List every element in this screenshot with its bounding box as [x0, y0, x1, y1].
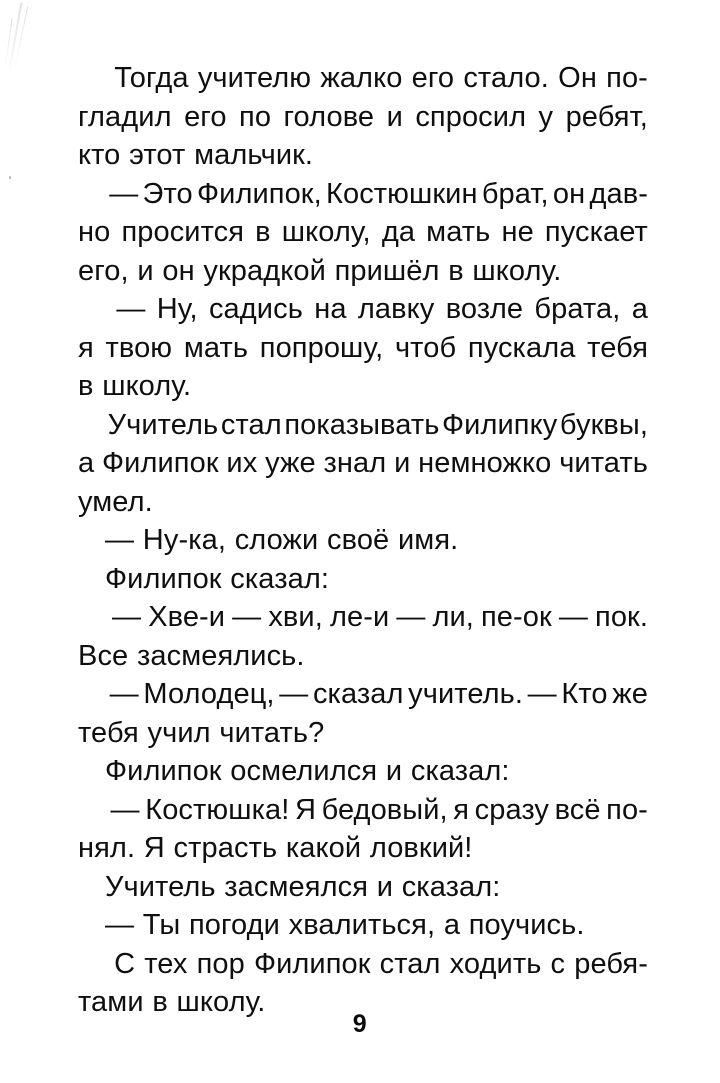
- text-line: [78, 175, 648, 214]
- word: и: [376, 870, 394, 903]
- text-line: [78, 483, 648, 522]
- paper-curl-streak: [15, 7, 29, 66]
- word: учил: [147, 716, 211, 749]
- word: Учитель: [105, 870, 216, 903]
- text-line: [78, 714, 648, 753]
- word: Ну-ка,: [142, 524, 227, 556]
- word: сказал:: [410, 755, 510, 787]
- word: Кто: [561, 678, 608, 710]
- word: показывать: [284, 408, 440, 441]
- word: в: [255, 216, 271, 248]
- word: Филипок: [105, 562, 222, 595]
- word: ловкий!: [369, 832, 473, 864]
- word: хвалиться,: [288, 909, 436, 941]
- word: пришёл: [334, 254, 440, 287]
- word: —: [558, 601, 588, 633]
- word: ли,: [432, 601, 474, 633]
- text-line: [78, 560, 648, 599]
- word: а: [78, 447, 95, 479]
- paragraph: [78, 868, 648, 907]
- word: всё: [554, 793, 601, 826]
- word: пе-ок: [481, 601, 552, 633]
- text-line: [78, 59, 648, 98]
- word: —: [105, 909, 135, 941]
- word: я: [78, 331, 94, 364]
- word: ле-и: [329, 601, 390, 633]
- word: пок.: [595, 601, 648, 633]
- text-line: [78, 329, 648, 368]
- text-line: [78, 213, 648, 252]
- word: пускает: [544, 216, 648, 248]
- word: школу.: [176, 986, 266, 1018]
- word: погоди: [188, 909, 280, 941]
- word: бедовый,: [321, 793, 448, 826]
- page-text-block: [78, 59, 648, 1022]
- word: учитель.: [408, 678, 523, 710]
- word: сказал: [312, 678, 404, 710]
- word: мать: [183, 331, 249, 364]
- word: дав-: [589, 177, 648, 210]
- word: же: [612, 678, 648, 710]
- word: сразу: [474, 793, 550, 826]
- word: голове: [283, 100, 375, 133]
- paragraph: [78, 752, 648, 791]
- word: Костюшкин: [325, 177, 478, 210]
- word: стал: [379, 947, 441, 980]
- text-line: [78, 675, 648, 714]
- word: С: [114, 947, 136, 980]
- text-line: [78, 752, 648, 791]
- word: спросил: [415, 100, 527, 133]
- paragraph: [78, 675, 648, 752]
- word: Филипок: [102, 447, 219, 479]
- word: засмеялись.: [136, 639, 305, 672]
- paragraph: [78, 791, 648, 868]
- word: я: [453, 793, 470, 826]
- word: буквы,: [559, 408, 648, 441]
- word: —: [109, 177, 139, 210]
- text-line: [78, 290, 648, 329]
- text-line: [78, 598, 648, 637]
- word: не: [501, 216, 534, 248]
- word: его: [411, 62, 455, 94]
- word: Он: [558, 62, 597, 94]
- scan-speck: [9, 176, 11, 179]
- word: осмелился: [230, 755, 378, 787]
- word: Филипку: [442, 408, 558, 441]
- word: Филипок: [253, 947, 371, 980]
- word: с: [550, 947, 566, 980]
- word: Все: [78, 639, 129, 672]
- word: Ну,: [156, 293, 198, 325]
- paragraph: [78, 598, 648, 675]
- text-line: [78, 98, 648, 137]
- text-line: [78, 444, 648, 483]
- word: по-: [606, 62, 648, 94]
- text-line: [78, 637, 648, 676]
- word: —: [112, 601, 142, 633]
- text-line: [78, 367, 648, 406]
- text-line: [78, 791, 648, 830]
- paragraph: [78, 906, 648, 945]
- word: поучись.: [468, 909, 585, 941]
- word: уже: [265, 447, 316, 479]
- paragraph: [78, 521, 648, 560]
- word: по: [239, 100, 272, 133]
- word: мальчик.: [194, 139, 314, 171]
- word: имя.: [397, 524, 459, 556]
- word: своё: [327, 524, 390, 556]
- word: тебя: [78, 716, 139, 749]
- word: —: [232, 601, 262, 633]
- paper-curl-streak: [4, 18, 12, 70]
- word: и: [394, 447, 411, 479]
- word: кто: [78, 139, 121, 171]
- text-line: [78, 136, 648, 175]
- word: брата,: [534, 293, 621, 325]
- word: читать?: [219, 716, 325, 749]
- text-line: [78, 906, 648, 945]
- word: у: [538, 100, 554, 133]
- word: тех: [144, 947, 188, 980]
- word: просится: [121, 216, 245, 248]
- word: —: [396, 601, 426, 633]
- word: Тогда: [114, 62, 189, 94]
- word: стал: [220, 408, 282, 441]
- word: но: [78, 216, 111, 248]
- word: сказал:: [401, 870, 501, 903]
- word: его,: [78, 254, 129, 287]
- word: —: [279, 678, 309, 710]
- word: он: [162, 254, 195, 287]
- word: ребят,: [565, 100, 648, 133]
- word: Филипок: [105, 755, 222, 787]
- word: а: [631, 293, 648, 325]
- word: возле: [445, 293, 524, 325]
- word: чтоб: [394, 331, 457, 364]
- word: школу.: [472, 254, 562, 287]
- paragraph: [78, 290, 648, 406]
- word: Учитель: [107, 408, 219, 441]
- word: тебя: [587, 331, 648, 364]
- text-line: [78, 868, 648, 907]
- word: в: [448, 254, 464, 287]
- word: Ты: [142, 909, 181, 941]
- word: тами: [78, 986, 144, 1018]
- scan-artifact: [2, 0, 36, 96]
- word: брат,: [481, 177, 549, 210]
- word: пор: [196, 947, 245, 980]
- word: знал: [323, 447, 387, 479]
- word: немножко: [418, 447, 552, 479]
- word: твою: [105, 331, 173, 364]
- word: этот: [129, 139, 186, 171]
- word: пускала: [467, 331, 576, 364]
- word: Это: [142, 177, 193, 210]
- text-line: [78, 945, 648, 984]
- word: в: [78, 370, 94, 402]
- word: школу.: [102, 370, 192, 402]
- word: нял.: [78, 832, 136, 864]
- word: —: [110, 793, 140, 826]
- word: Я: [143, 832, 165, 864]
- word: на: [314, 293, 347, 325]
- word: садись: [208, 293, 303, 325]
- paragraph: [78, 406, 648, 522]
- word: засмеялся: [224, 870, 369, 903]
- word: попрошу,: [259, 331, 384, 364]
- word: сложи: [234, 524, 319, 556]
- word: умел.: [78, 485, 153, 518]
- word: Костюшка!: [145, 793, 290, 826]
- word: по-: [606, 793, 648, 826]
- word: ходить: [449, 947, 542, 980]
- page-number: 9: [352, 1010, 368, 1038]
- word: и: [385, 755, 403, 787]
- word: учителю: [197, 62, 312, 94]
- word: —: [527, 678, 557, 710]
- word: он: [552, 177, 586, 210]
- word: их: [226, 447, 258, 479]
- text-line: [78, 406, 648, 445]
- word: страсть: [173, 832, 278, 864]
- word: да: [381, 216, 416, 248]
- word: хви,: [268, 601, 323, 633]
- word: и: [137, 254, 154, 287]
- word: Хве-и: [148, 601, 226, 633]
- word: какой: [285, 832, 362, 864]
- text-line: [78, 829, 648, 868]
- word: а: [443, 909, 461, 941]
- word: гладил: [78, 100, 172, 133]
- word: и: [386, 100, 403, 133]
- word: ребя-: [574, 947, 648, 980]
- word: —: [116, 293, 146, 325]
- word: стало.: [463, 62, 549, 94]
- word: читать: [559, 447, 648, 479]
- word: лавку: [357, 293, 435, 325]
- paragraph: [78, 59, 648, 175]
- word: его: [184, 100, 227, 133]
- text-line: [78, 521, 648, 560]
- word: украдкой: [203, 254, 326, 287]
- word: Я: [294, 793, 317, 826]
- word: —: [109, 678, 139, 710]
- word: Филипок,: [197, 177, 322, 210]
- word: жалко: [320, 62, 403, 94]
- paper-curl-streak: [8, 2, 22, 75]
- word: школу,: [281, 216, 371, 248]
- paragraph: [78, 560, 648, 599]
- paragraph: [78, 175, 648, 291]
- text-line: [78, 252, 648, 291]
- word: —: [105, 524, 135, 556]
- word: сказал:: [230, 562, 330, 595]
- word: Молодец,: [143, 678, 275, 710]
- word: в: [152, 986, 168, 1018]
- word: мать: [426, 216, 491, 248]
